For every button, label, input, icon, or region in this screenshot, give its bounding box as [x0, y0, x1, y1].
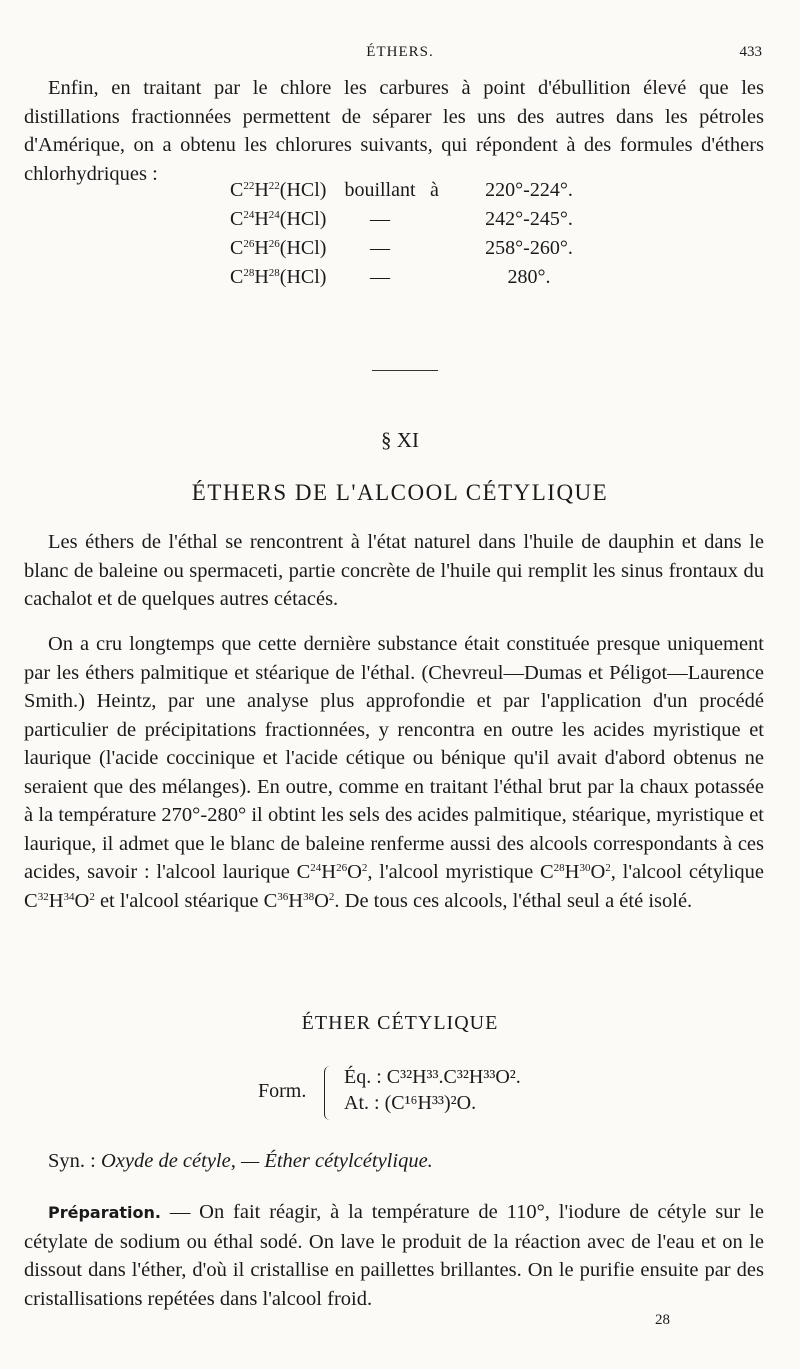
running-head: [0, 42, 800, 66]
chloride-formula: $C^{26}H^{26}(HCl)$: [230, 237, 327, 259]
brace-icon: [324, 1066, 335, 1120]
chloride-at: à: [430, 179, 439, 201]
chloride-formula: $C^{24}H^{24}(HCl)$: [230, 208, 327, 230]
running-title: ÉTHERS.: [366, 44, 434, 60]
chloride-temp: 242°-245°.: [485, 208, 573, 230]
chloride-at: [430, 263, 454, 292]
equivalent-formula: Éq. : C³²H³³.C³²H³³O².: [344, 1066, 521, 1088]
intro-paragraph: Enfin, en traitant par le chlore les carbures à point d'ébullition élevé que les distillations fractionnées permettent de séparer les uns des autres dans les pétroles d'Amérique, on a obtenu les chlorures suivants, qui répondent à des formules d'éthers chlorhydriques :: [24, 77, 764, 185]
synonyms: [48, 1150, 433, 1173]
synonyms-names: Oxyde de cétyle, — Éther cétylcétylique.: [100, 1150, 433, 1172]
formula-label: Form.: [258, 1080, 307, 1102]
chloride-row: [230, 263, 610, 292]
signature-mark: 28: [655, 1312, 670, 1328]
preparation-paragraph: Préparation. — On fait réagir, à la température de 110°, l'iodure de cétyle sur le cétylate de sodium ou éthal sodé. On lave le produit de la réaction avec de l'eau et on le dissout dans l'éther, d'où il cristallise en paillettes brillantes. On le purifie ensuite par des cristallisations repétées dans l'alcool froid.: [24, 1201, 764, 1310]
section-title: ÉTHERS DE L'ALCOOL CÉTYLIQUE: [191, 480, 609, 505]
chloride-temp: 220°-224°.: [485, 179, 573, 201]
chloride-temp: 258°-260°.: [485, 237, 573, 259]
heintz-paragraph: On a cru longtemps que cette dernière substance était constituée presque uniquement par les éthers palmitique et stéarique de l'éthal. (Chevreul—Dumas et Péligot—Laurence Smith.) Heintz, par une analyse plus approfondie et par l'application d'un procédé particulier de précipitations fractionnées, y rencontra en outre les acides myristique et laurique (l'acide coccinique et l'acide cétique ou bénique qu'il avait d'abord obtenus ne seraient que des mélanges). En outre, comme en traitant l'éthal brut par la chaux potassée à la température 270°-280° il obtint les sels des acides palmitique, stéarique, myristique et laurique, il admet que le blanc de baleine renferme aussi des alcools correspondants à ces acides, savoir : l'alcool laurique $C^{24}H^{26}O^2$, l'alcool myristique $C^{28}H^{30}O^2$, l'alcool cétylique $C^{32}H^{34}O^2$ et l'alcool stéarique $C^{36}H^{38}O^2$. De tous ces alcools, l'éthal seul a été isolé.: [24, 633, 764, 912]
chloride-state: —: [370, 237, 390, 259]
atomic-formula: At. : (C¹⁶H³³)²O.: [344, 1092, 477, 1114]
chloride-state: —: [370, 266, 390, 288]
chloride-at: [430, 234, 454, 263]
chloride-row: [230, 176, 610, 205]
section-divider: [372, 370, 438, 371]
formula-block: [258, 1062, 618, 1122]
chloride-row: [230, 205, 610, 234]
chloride-list: [230, 176, 610, 292]
ether-title: ÉTHER CÉTYLIQUE: [301, 1012, 499, 1034]
occurrence-paragraph: Les éthers de l'éthal se rencontrent à l'état naturel dans l'huile de dauphin et dans le blanc de baleine ou spermaceti, partie concrète de l'huile qui remplit les sinus frontaux du cachalot et de quelques autres cétacés.: [24, 531, 764, 610]
chloride-state: bouillant: [344, 179, 416, 201]
chloride-at: [430, 205, 454, 234]
preparation-label: Préparation.: [48, 1203, 161, 1222]
chloride-state: —: [370, 208, 390, 230]
chloride-formula: $C^{22}H^{22}(HCl)$: [230, 179, 327, 201]
synonyms-label: Syn. :: [48, 1150, 96, 1172]
chloride-formula: $C^{28}H^{28}(HCl)$: [230, 266, 327, 288]
chloride-temp: 280°.: [507, 266, 551, 288]
page-number: 433: [739, 44, 762, 60]
chloride-row: [230, 234, 610, 263]
section-number: § XI: [381, 428, 419, 452]
